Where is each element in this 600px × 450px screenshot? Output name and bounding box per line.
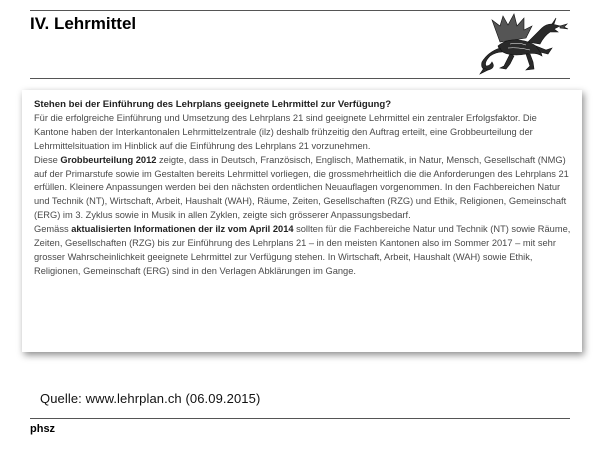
card-paragraph-2 xyxy=(34,154,574,224)
para3-text-pre: Gemäss xyxy=(34,224,72,235)
para2-bold-text: Grobbeurteilung 2012 xyxy=(60,154,157,165)
footer-label: phsz xyxy=(30,423,56,435)
card-question: Stehen bei der Einführung des Lehrplans geeignete Lehrmittel zur Verfügung? xyxy=(34,99,392,110)
top-divider xyxy=(30,10,570,11)
para3-text-post: sollten für die Fachbereiche Natur und Technik (NT) sowie Räume, Zeiten, Gesellschaften (RZG) bis zur Einführung des Lehrplans 21 – in den meisten Kantonen also im Sommer 2017 – mit sehr grosser Wahrscheinlichkeit geeignete Lehrmittel zur Verfügung stehen. In Wirtschaft, Arbeit, Haushalt (WAH) sowie Ethik, Religionen, Gemeinschaft (ERG) sind in den Verlagen Abklärungen im Gange. xyxy=(34,224,571,276)
footer-divider xyxy=(30,418,570,419)
header-divider xyxy=(30,78,570,79)
para3-bold-text: aktualisierten Informationen der ilz vom April 2014 xyxy=(71,224,294,235)
card-paragraph-3 xyxy=(34,223,574,279)
para2-text-post: zeigte, dass in Deutsch, Französisch, Englisch, Mathematik, in Natur, Mensch, Gesellschaft (NMG) auf der Primarstufe sowie im Gestalten bereits Lehrmittel vorliegen, die grossmehrheitlich die die Anforderungen des Lehrplans 21 erfüllen. Kleinere Anpassungen werden bei den nächsten ordentlichen Neuauflagen vorgenommen. In den Fachbereichen Natur und Technik (NT), Wirtschaft, Arbeit, Haushalt (WAH), Räume, Zeiten, Gesellschaften (RZG) und Ethik, Religionen, Gemeinschaft (ERG) im 3. Zyklus sowie in Musik in allen Zyklen, zeigte sich grösserer Anpassungsbedarf. xyxy=(34,154,569,221)
quote-card xyxy=(22,90,582,352)
dragon-logo-icon xyxy=(470,12,570,76)
para2-text-pre: Diese xyxy=(34,154,61,165)
quote-card-content xyxy=(34,98,574,279)
card-paragraph-1: Für die erfolgreiche Einführung und Umsetzung des Lehrplans 21 sind geeignete Lehrmittel ein zentraler Erfolgsfaktor. Die Kantone haben der Interkantonalen Lehrmittelzentrale (ilz) deshalb frühzeitig den Auftrag erteilt, eine Grobbeurteilung der Lehrmittelsituation im Hinblick auf die Einführung des Lehrplans 21 vorzunehmen. xyxy=(34,112,537,151)
source-citation: Quelle: www.lehrplan.ch (06.09.2015) xyxy=(40,391,261,406)
slide-title: IV. Lehrmittel xyxy=(30,14,137,33)
